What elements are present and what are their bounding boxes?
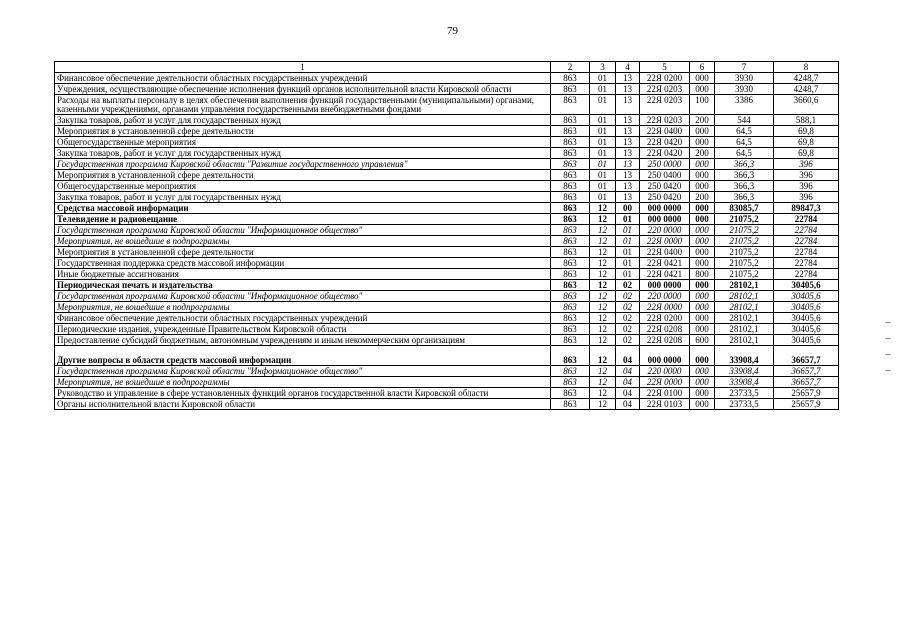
expense-type-cell: 000 — [690, 247, 715, 258]
table-header-row — [55, 62, 839, 73]
target-article-cell: 22Я 0200 — [640, 73, 690, 84]
sum-cell-col8: 396 — [774, 170, 839, 181]
sum-cell-col7: 64,5 — [715, 148, 774, 159]
row-name-cell: Мероприятия в установленной сфере деятельности — [55, 126, 551, 137]
target-article-cell: 000 0000 — [640, 346, 690, 366]
sum-cell-col7: 21075,2 — [715, 225, 774, 236]
expense-type-cell: 000 — [690, 84, 715, 95]
sum-cell-col8: 30405,6 — [774, 280, 839, 291]
sum-cell-col8: 22784 — [774, 247, 839, 258]
section-cell: 12 — [590, 291, 616, 302]
table-row — [55, 214, 839, 225]
header-cell: 7 — [715, 62, 774, 73]
sum-cell-col7: 28102,1 — [715, 335, 774, 346]
grbs-cell: 863 — [551, 159, 590, 170]
sum-cell-col8: 3660,6 — [774, 95, 839, 115]
row-name-cell: Иные бюджетные ассигнования — [55, 269, 551, 280]
grbs-cell: 863 — [551, 137, 590, 148]
table-row — [55, 399, 839, 410]
sum-cell-col8: 36657,7 — [774, 366, 839, 377]
header-cell: 8 — [774, 62, 839, 73]
expense-type-cell: 000 — [690, 377, 715, 388]
sum-cell-col7: 64,5 — [715, 137, 774, 148]
target-article-cell: 250 0420 — [640, 192, 690, 203]
subsection-cell: 13 — [616, 137, 640, 148]
grbs-cell: 863 — [551, 399, 590, 410]
subsection-cell: 02 — [616, 302, 640, 313]
sum-cell-col7: 28102,1 — [715, 313, 774, 324]
subsection-cell: 02 — [616, 280, 640, 291]
subsection-cell: 02 — [616, 313, 640, 324]
target-article-cell: 000 0000 — [640, 280, 690, 291]
grbs-cell: 863 — [551, 313, 590, 324]
section-cell: 01 — [590, 126, 616, 137]
subsection-cell: 13 — [616, 73, 640, 84]
target-article-cell: 22Я 0421 — [640, 269, 690, 280]
expense-type-cell: 200 — [690, 148, 715, 159]
grbs-cell: 863 — [551, 388, 590, 399]
expense-type-cell: 000 — [690, 302, 715, 313]
header-cell: 6 — [690, 62, 715, 73]
grbs-cell: 863 — [551, 115, 590, 126]
subsection-cell: 13 — [616, 181, 640, 192]
sum-cell-col7: 23733,5 — [715, 388, 774, 399]
expense-type-cell: 200 — [690, 192, 715, 203]
section-cell: 12 — [590, 258, 616, 269]
sum-cell-col8: 30405,6 — [774, 291, 839, 302]
table-row — [55, 159, 839, 170]
sum-cell-col7: 33908,4 — [715, 377, 774, 388]
grbs-cell: 863 — [551, 95, 590, 115]
sum-cell-col7: 23733,5 — [715, 399, 774, 410]
sum-cell-col8: 69,8 — [774, 137, 839, 148]
subsection-cell: 13 — [616, 159, 640, 170]
table-row — [55, 280, 839, 291]
row-name-cell: Расходы на выплаты персоналу в целях обеспечения выполнения функций государственными (муниципальными) органами, казенными учреждениями, органами управления государственными внебюджетными фондами — [55, 95, 551, 115]
expense-type-cell: 000 — [690, 236, 715, 247]
sum-cell-col8: 22784 — [774, 225, 839, 236]
row-name-cell: Средства массовой информации — [55, 203, 551, 214]
margin-mark — [885, 370, 891, 371]
table-row — [55, 269, 839, 280]
row-name-cell: Государственная программа Кировской области "Информационное общество" — [55, 366, 551, 377]
grbs-cell: 863 — [551, 203, 590, 214]
expense-type-cell: 100 — [690, 95, 715, 115]
sum-cell-col8: 588,1 — [774, 115, 839, 126]
section-cell: 12 — [590, 269, 616, 280]
sum-cell-col8: 4248,7 — [774, 84, 839, 95]
grbs-cell: 863 — [551, 214, 590, 225]
header-cell: 4 — [616, 62, 640, 73]
grbs-cell: 863 — [551, 148, 590, 159]
grbs-cell: 863 — [551, 377, 590, 388]
sum-cell-col8: 25657,9 — [774, 399, 839, 410]
table-row — [55, 236, 839, 247]
sum-cell-col7: 83085,7 — [715, 203, 774, 214]
row-name-cell: Мероприятия, не вошедшие в подпрограммы — [55, 236, 551, 247]
row-name-cell: Периодические издания, учрежденные Правительством Кировской области — [55, 324, 551, 335]
target-article-cell: 22Я 0420 — [640, 148, 690, 159]
expense-type-cell: 800 — [690, 269, 715, 280]
target-article-cell: 000 0000 — [640, 203, 690, 214]
table-row — [55, 388, 839, 399]
sum-cell-col7: 366,3 — [715, 170, 774, 181]
grbs-cell: 863 — [551, 247, 590, 258]
expense-type-cell: 000 — [690, 388, 715, 399]
subsection-cell: 01 — [616, 258, 640, 269]
section-cell: 12 — [590, 214, 616, 225]
subsection-cell: 13 — [616, 115, 640, 126]
sum-cell-col7: 33908,4 — [715, 366, 774, 377]
row-name-cell: Другие вопросы в области средств массовой информации — [55, 346, 551, 366]
subsection-cell: 04 — [616, 377, 640, 388]
target-article-cell: 250 0420 — [640, 181, 690, 192]
grbs-cell: 863 — [551, 258, 590, 269]
subsection-cell: 13 — [616, 95, 640, 115]
table-row — [55, 84, 839, 95]
sum-cell-col7: 64,5 — [715, 126, 774, 137]
section-cell: 01 — [590, 181, 616, 192]
sum-cell-col7: 21075,2 — [715, 236, 774, 247]
section-cell: 12 — [590, 313, 616, 324]
subsection-cell: 13 — [616, 170, 640, 181]
target-article-cell: 22Я 0203 — [640, 95, 690, 115]
target-article-cell: 220 0000 — [640, 225, 690, 236]
subsection-cell: 01 — [616, 247, 640, 258]
row-name-cell: Мероприятия, не вошедшие в подпрограммы — [55, 377, 551, 388]
sum-cell-col7: 28102,1 — [715, 291, 774, 302]
sum-cell-col8: 30405,6 — [774, 302, 839, 313]
subsection-cell: 04 — [616, 366, 640, 377]
section-cell: 12 — [590, 377, 616, 388]
sum-cell-col7: 366,3 — [715, 181, 774, 192]
row-name-cell: Закупка товаров, работ и услуг для государственных нужд — [55, 148, 551, 159]
section-cell: 01 — [590, 95, 616, 115]
subsection-cell: 02 — [616, 335, 640, 346]
subsection-cell: 13 — [616, 192, 640, 203]
row-name-cell: Закупка товаров, работ и услуг для государственных нужд — [55, 115, 551, 126]
target-article-cell: 220 0000 — [640, 291, 690, 302]
subsection-cell: 01 — [616, 225, 640, 236]
target-article-cell: 22Я 0208 — [640, 324, 690, 335]
sum-cell-col8: 22784 — [774, 269, 839, 280]
expense-type-cell: 000 — [690, 324, 715, 335]
section-cell: 12 — [590, 399, 616, 410]
section-cell: 01 — [590, 159, 616, 170]
expense-type-cell: 000 — [690, 366, 715, 377]
section-cell: 01 — [590, 192, 616, 203]
sum-cell-col7: 28102,1 — [715, 324, 774, 335]
margin-mark — [885, 322, 891, 323]
grbs-cell: 863 — [551, 126, 590, 137]
table-row — [55, 346, 839, 366]
subsection-cell: 13 — [616, 84, 640, 95]
subsection-cell: 01 — [616, 236, 640, 247]
table-row — [55, 335, 839, 346]
sum-cell-col8: 30405,6 — [774, 335, 839, 346]
section-cell: 01 — [590, 73, 616, 84]
row-name-cell: Учреждения, осуществляющие обеспечение исполнения функций органов исполнительной власти Кировской области — [55, 84, 551, 95]
target-article-cell: 250 0400 — [640, 170, 690, 181]
sum-cell-col8: 396 — [774, 159, 839, 170]
table-row — [55, 126, 839, 137]
row-name-cell: Органы исполнительной власти Кировской области — [55, 399, 551, 410]
grbs-cell: 863 — [551, 236, 590, 247]
section-cell: 01 — [590, 115, 616, 126]
section-cell: 12 — [590, 324, 616, 335]
section-cell: 12 — [590, 247, 616, 258]
sum-cell-col7: 28102,1 — [715, 302, 774, 313]
target-article-cell: 22Я 0208 — [640, 335, 690, 346]
row-name-cell: Финансовое обеспечение деятельности областных государственных учреждений — [55, 73, 551, 84]
table-row — [55, 291, 839, 302]
target-article-cell: 22Я 0421 — [640, 258, 690, 269]
expense-type-cell: 000 — [690, 258, 715, 269]
target-article-cell: 22Я 0000 — [640, 377, 690, 388]
row-name-cell: Мероприятия в установленной сфере деятельности — [55, 247, 551, 258]
table-row — [55, 181, 839, 192]
sum-cell-col8: 22784 — [774, 214, 839, 225]
sum-cell-col7: 28102,1 — [715, 280, 774, 291]
grbs-cell: 863 — [551, 280, 590, 291]
expense-type-cell: 000 — [690, 73, 715, 84]
row-name-cell: Мероприятия, не вошедшие в подпрограммы — [55, 302, 551, 313]
table-row — [55, 115, 839, 126]
grbs-cell: 863 — [551, 192, 590, 203]
sum-cell-col8: 4248,7 — [774, 73, 839, 84]
sum-cell-col8: 396 — [774, 192, 839, 203]
subsection-cell: 04 — [616, 399, 640, 410]
expense-type-cell: 000 — [690, 170, 715, 181]
sum-cell-col8: 22784 — [774, 236, 839, 247]
sum-cell-col7: 21075,2 — [715, 214, 774, 225]
section-cell: 12 — [590, 388, 616, 399]
expense-type-cell: 200 — [690, 115, 715, 126]
table-row — [55, 73, 839, 84]
expense-type-cell: 000 — [690, 137, 715, 148]
target-article-cell: 220 0000 — [640, 366, 690, 377]
table-row — [55, 324, 839, 335]
row-name-cell: Государственная программа Кировской области "Развитие государственного управления" — [55, 159, 551, 170]
grbs-cell: 863 — [551, 291, 590, 302]
page-number: 79 — [447, 25, 458, 37]
subsection-cell: 02 — [616, 324, 640, 335]
sum-cell-col7: 3930 — [715, 84, 774, 95]
expense-type-cell: 000 — [690, 181, 715, 192]
expense-type-cell: 000 — [690, 313, 715, 324]
expense-type-cell: 000 — [690, 225, 715, 236]
grbs-cell: 863 — [551, 170, 590, 181]
section-cell: 01 — [590, 137, 616, 148]
sum-cell-col7: 21075,2 — [715, 269, 774, 280]
expense-type-cell: 000 — [690, 399, 715, 410]
target-article-cell: 22Я 0203 — [640, 84, 690, 95]
table-row — [55, 148, 839, 159]
grbs-cell: 863 — [551, 84, 590, 95]
budget-table — [54, 61, 839, 410]
subsection-cell: 13 — [616, 126, 640, 137]
row-name-cell: Мероприятия в установленной сфере деятельности — [55, 170, 551, 181]
row-name-cell: Предоставление субсидий бюджетным, автономным учреждениям и иным некоммерческим организациям — [55, 335, 551, 346]
grbs-cell: 863 — [551, 302, 590, 313]
header-cell: 1 — [55, 62, 551, 73]
expense-type-cell: 000 — [690, 346, 715, 366]
target-article-cell: 22Я 0420 — [640, 137, 690, 148]
sum-cell-col7: 21075,2 — [715, 247, 774, 258]
target-article-cell: 22Я 0103 — [640, 399, 690, 410]
target-article-cell: 22Я 0203 — [640, 115, 690, 126]
expense-type-cell: 000 — [690, 203, 715, 214]
row-name-cell: Общегосударственные мероприятия — [55, 137, 551, 148]
row-name-cell: Закупка товаров, работ и услуг для государственных нужд — [55, 192, 551, 203]
table-row — [55, 313, 839, 324]
expense-type-cell: 000 — [690, 126, 715, 137]
row-name-cell: Руководство и управление в сфере установленных функций органов государственной власти Кировской области — [55, 388, 551, 399]
section-cell: 12 — [590, 335, 616, 346]
table-row — [55, 137, 839, 148]
target-article-cell: 250 0000 — [640, 159, 690, 170]
expense-type-cell: 000 — [690, 159, 715, 170]
section-cell: 12 — [590, 366, 616, 377]
section-cell: 12 — [590, 225, 616, 236]
sum-cell-col8: 69,8 — [774, 126, 839, 137]
row-name-cell: Финансовое обеспечение деятельности областных государственных учреждений — [55, 313, 551, 324]
section-cell: 12 — [590, 280, 616, 291]
grbs-cell: 863 — [551, 73, 590, 84]
table-row — [55, 377, 839, 388]
table-row — [55, 366, 839, 377]
sum-cell-col7: 21075,2 — [715, 258, 774, 269]
subsection-cell: 01 — [616, 269, 640, 280]
section-cell: 01 — [590, 148, 616, 159]
row-name-cell: Государственная программа Кировской области "Информационное общество" — [55, 225, 551, 236]
sum-cell-col7: 3930 — [715, 73, 774, 84]
section-cell: 12 — [590, 346, 616, 366]
expense-type-cell: 000 — [690, 214, 715, 225]
row-name-cell: Государственная программа Кировской области "Информационное общество" — [55, 291, 551, 302]
expense-type-cell: 000 — [690, 280, 715, 291]
margin-mark — [885, 354, 891, 355]
target-article-cell: 22Я 0000 — [640, 236, 690, 247]
row-name-cell: Телевидение и радиовещание — [55, 214, 551, 225]
section-cell: 01 — [590, 170, 616, 181]
table-row — [55, 95, 839, 115]
grbs-cell: 863 — [551, 225, 590, 236]
margin-mark — [885, 338, 891, 339]
row-name-cell: Периодическая печать и издательства — [55, 280, 551, 291]
target-article-cell: 000 0000 — [640, 214, 690, 225]
grbs-cell: 863 — [551, 366, 590, 377]
grbs-cell: 863 — [551, 346, 590, 366]
sum-cell-col7: 33908,4 — [715, 346, 774, 366]
sum-cell-col8: 36657,7 — [774, 377, 839, 388]
sum-cell-col8: 30405,6 — [774, 313, 839, 324]
table-row — [55, 170, 839, 181]
sum-cell-col7: 366,3 — [715, 192, 774, 203]
expense-type-cell: 600 — [690, 335, 715, 346]
target-article-cell: 22Я 0400 — [640, 247, 690, 258]
grbs-cell: 863 — [551, 181, 590, 192]
target-article-cell: 22Я 0200 — [640, 313, 690, 324]
subsection-cell: 01 — [616, 214, 640, 225]
section-cell: 12 — [590, 203, 616, 214]
row-name-cell: Государственная поддержка средств массовой информации — [55, 258, 551, 269]
target-article-cell: 22Я 0100 — [640, 388, 690, 399]
row-name-cell: Общегосударственные мероприятия — [55, 181, 551, 192]
subsection-cell: 00 — [616, 203, 640, 214]
header-cell: 3 — [590, 62, 616, 73]
subsection-cell: 04 — [616, 388, 640, 399]
section-cell: 12 — [590, 302, 616, 313]
sum-cell-col7: 544 — [715, 115, 774, 126]
sum-cell-col8: 89847,3 — [774, 203, 839, 214]
sum-cell-col8: 22784 — [774, 258, 839, 269]
sum-cell-col8: 396 — [774, 181, 839, 192]
subsection-cell: 02 — [616, 291, 640, 302]
header-cell: 5 — [640, 62, 690, 73]
subsection-cell: 13 — [616, 148, 640, 159]
table-row — [55, 247, 839, 258]
table-row — [55, 225, 839, 236]
grbs-cell: 863 — [551, 324, 590, 335]
sum-cell-col8: 36657,7 — [774, 346, 839, 366]
table-row — [55, 203, 839, 214]
sum-cell-col8: 30405,6 — [774, 324, 839, 335]
target-article-cell: 22Я 0400 — [640, 126, 690, 137]
table-row — [55, 302, 839, 313]
grbs-cell: 863 — [551, 335, 590, 346]
header-cell: 2 — [551, 62, 590, 73]
section-cell: 12 — [590, 236, 616, 247]
sum-cell-col8: 69,8 — [774, 148, 839, 159]
target-article-cell: 22Я 0000 — [640, 302, 690, 313]
sum-cell-col7: 366,3 — [715, 159, 774, 170]
table-row — [55, 258, 839, 269]
sum-cell-col7: 3386 — [715, 95, 774, 115]
table-row — [55, 192, 839, 203]
sum-cell-col8: 25657,9 — [774, 388, 839, 399]
expense-type-cell: 000 — [690, 291, 715, 302]
grbs-cell: 863 — [551, 269, 590, 280]
subsection-cell: 04 — [616, 346, 640, 366]
section-cell: 01 — [590, 84, 616, 95]
